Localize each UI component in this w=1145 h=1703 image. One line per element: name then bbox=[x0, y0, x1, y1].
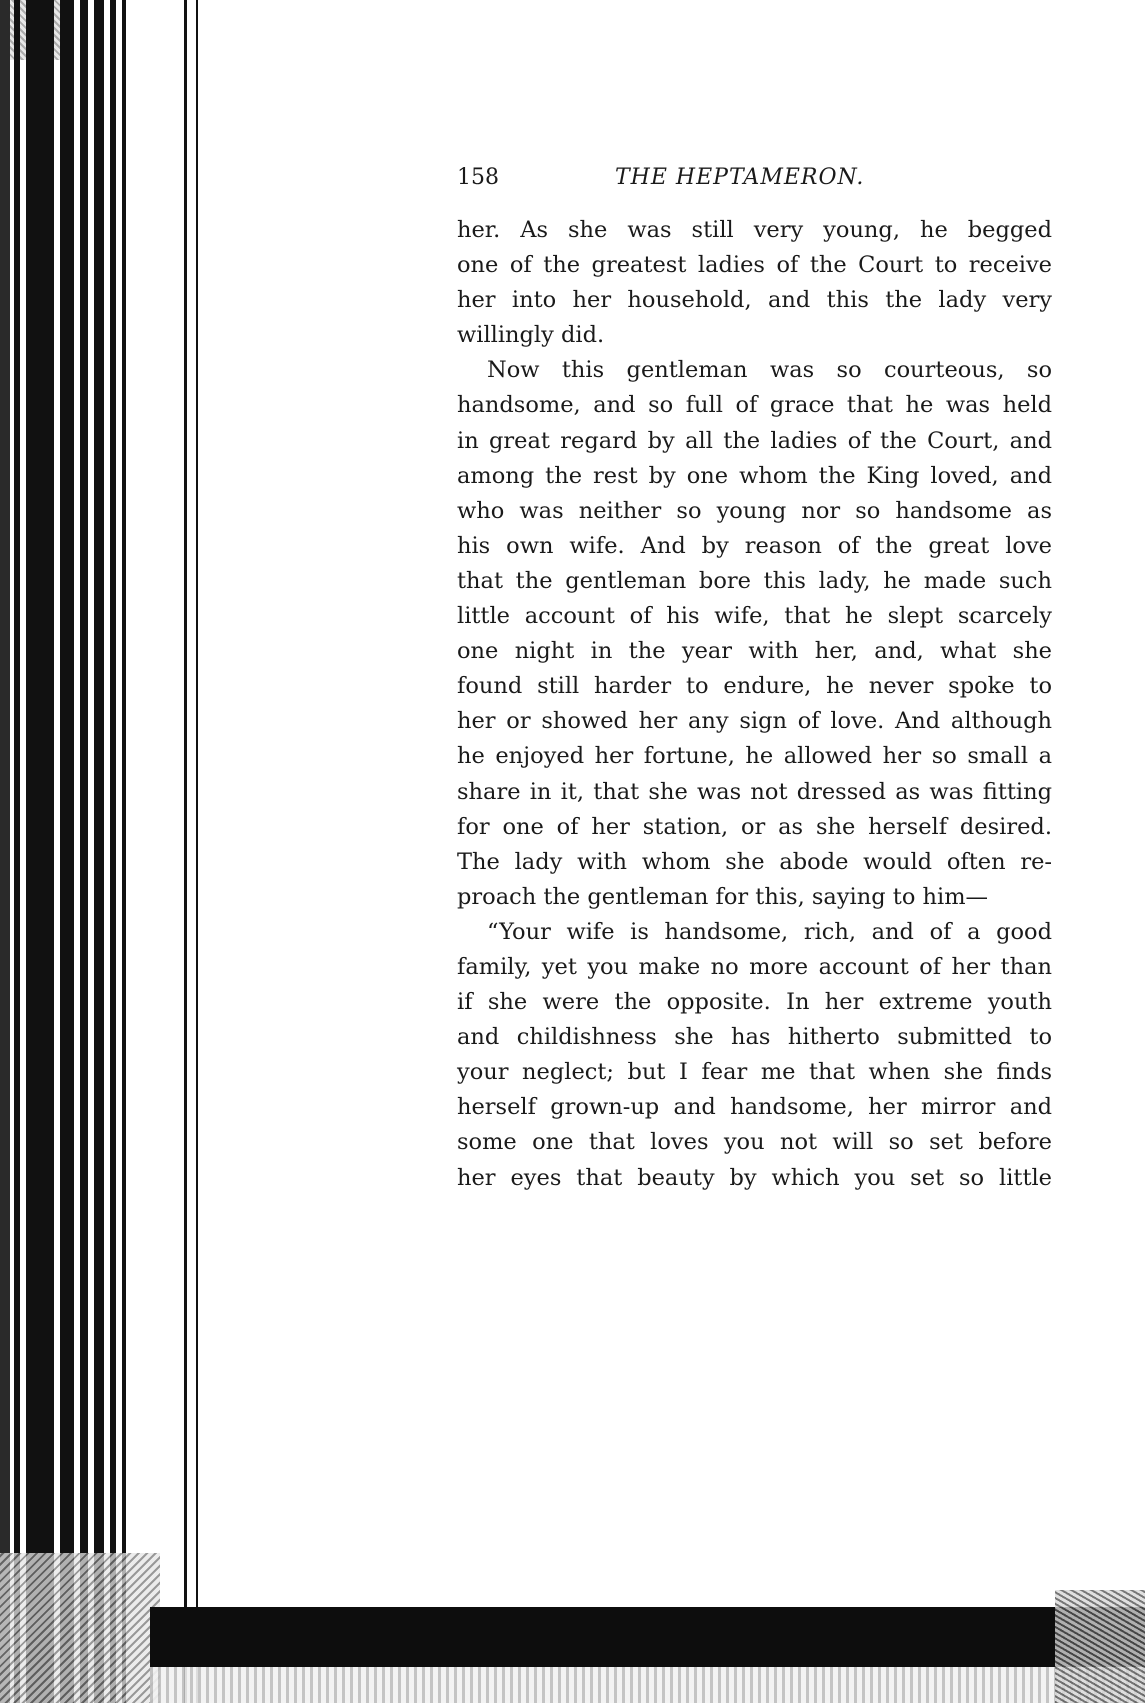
text-line: share in it, that she was not dressed as was fitting bbox=[457, 778, 1052, 805]
book-page bbox=[457, 165, 1052, 1196]
text-line: among the rest by one whom the King loved, and bbox=[457, 462, 1052, 489]
text-line: that the gentleman bore this lady, he made such bbox=[457, 567, 1052, 594]
text-line: who was neither so young nor so handsome as bbox=[457, 497, 1052, 524]
text-line: one of the greatest ladies of the Court to receive bbox=[457, 252, 1052, 279]
text-line: her. As she was still very young, he begged bbox=[457, 217, 1052, 243]
body-text bbox=[457, 213, 1052, 1196]
text-line: he enjoyed her fortune, he allowed her so small a bbox=[457, 743, 1052, 770]
scan-noise bbox=[150, 1667, 1145, 1703]
binding-stripe bbox=[122, 0, 126, 1703]
binding-stripe bbox=[110, 0, 116, 1703]
text-line: and childishness she has hitherto submitted to bbox=[457, 1024, 1052, 1051]
text-line: “Your wife is handsome, rich, and of a good bbox=[487, 918, 1052, 945]
text-line: your neglect; but I fear me that when she finds bbox=[457, 1059, 1052, 1086]
text-line: proach the gentleman for this, saying to him— bbox=[457, 883, 989, 910]
binding-stripe bbox=[184, 0, 187, 1703]
text-line: her into her household, and this the lady very bbox=[457, 287, 1052, 314]
binding-stripe bbox=[14, 0, 20, 1703]
text-line: his own wife. And by reason of the great love bbox=[457, 532, 1052, 559]
binding-stripe bbox=[26, 0, 54, 1703]
text-line: Now this gentleman was so courteous, so bbox=[487, 357, 1052, 384]
text-line: for one of her station, or as she herself desired. bbox=[457, 813, 1052, 840]
book-title: THE HEPTAMERON. bbox=[615, 165, 865, 190]
text-line: handsome, and so full of grace that he was held bbox=[457, 392, 1052, 419]
page-number: 158 bbox=[457, 165, 499, 190]
text-line: little account of his wife, that he slept scarcely bbox=[457, 603, 1052, 630]
running-head bbox=[457, 165, 1052, 199]
text-line: willingly did. bbox=[457, 322, 605, 349]
book-binding-gutter bbox=[0, 0, 205, 1703]
text-line: family, yet you make no more account of her than bbox=[457, 953, 1052, 980]
text-line: some one that loves you not will so set before bbox=[457, 1129, 1052, 1156]
scan-speckle bbox=[1055, 1590, 1145, 1703]
text-line: one night in the year with her, and, what she bbox=[457, 638, 1052, 665]
binding-stripe bbox=[94, 0, 104, 1703]
text-line: found still harder to endure, he never spoke to bbox=[457, 673, 1052, 700]
binding-stripe bbox=[80, 0, 88, 1703]
binding-stripe bbox=[0, 0, 10, 1703]
text-line: if she were the opposite. In her extreme youth bbox=[457, 989, 1052, 1016]
text-line: her or showed her any sign of love. And although bbox=[457, 708, 1052, 735]
text-line: herself grown-up and handsome, her mirror and bbox=[457, 1094, 1052, 1121]
text-line: in great regard by all the ladies of the Court, and bbox=[457, 427, 1052, 454]
scan-bottom-edge bbox=[150, 1607, 1145, 1667]
text-line: The lady with whom she abode would often re- bbox=[457, 848, 1052, 875]
text-line: her eyes that beauty by which you set so little bbox=[457, 1164, 1052, 1191]
binding-stripe bbox=[196, 0, 198, 1703]
scan-speckle bbox=[0, 1553, 160, 1703]
binding-stripe bbox=[60, 0, 74, 1703]
